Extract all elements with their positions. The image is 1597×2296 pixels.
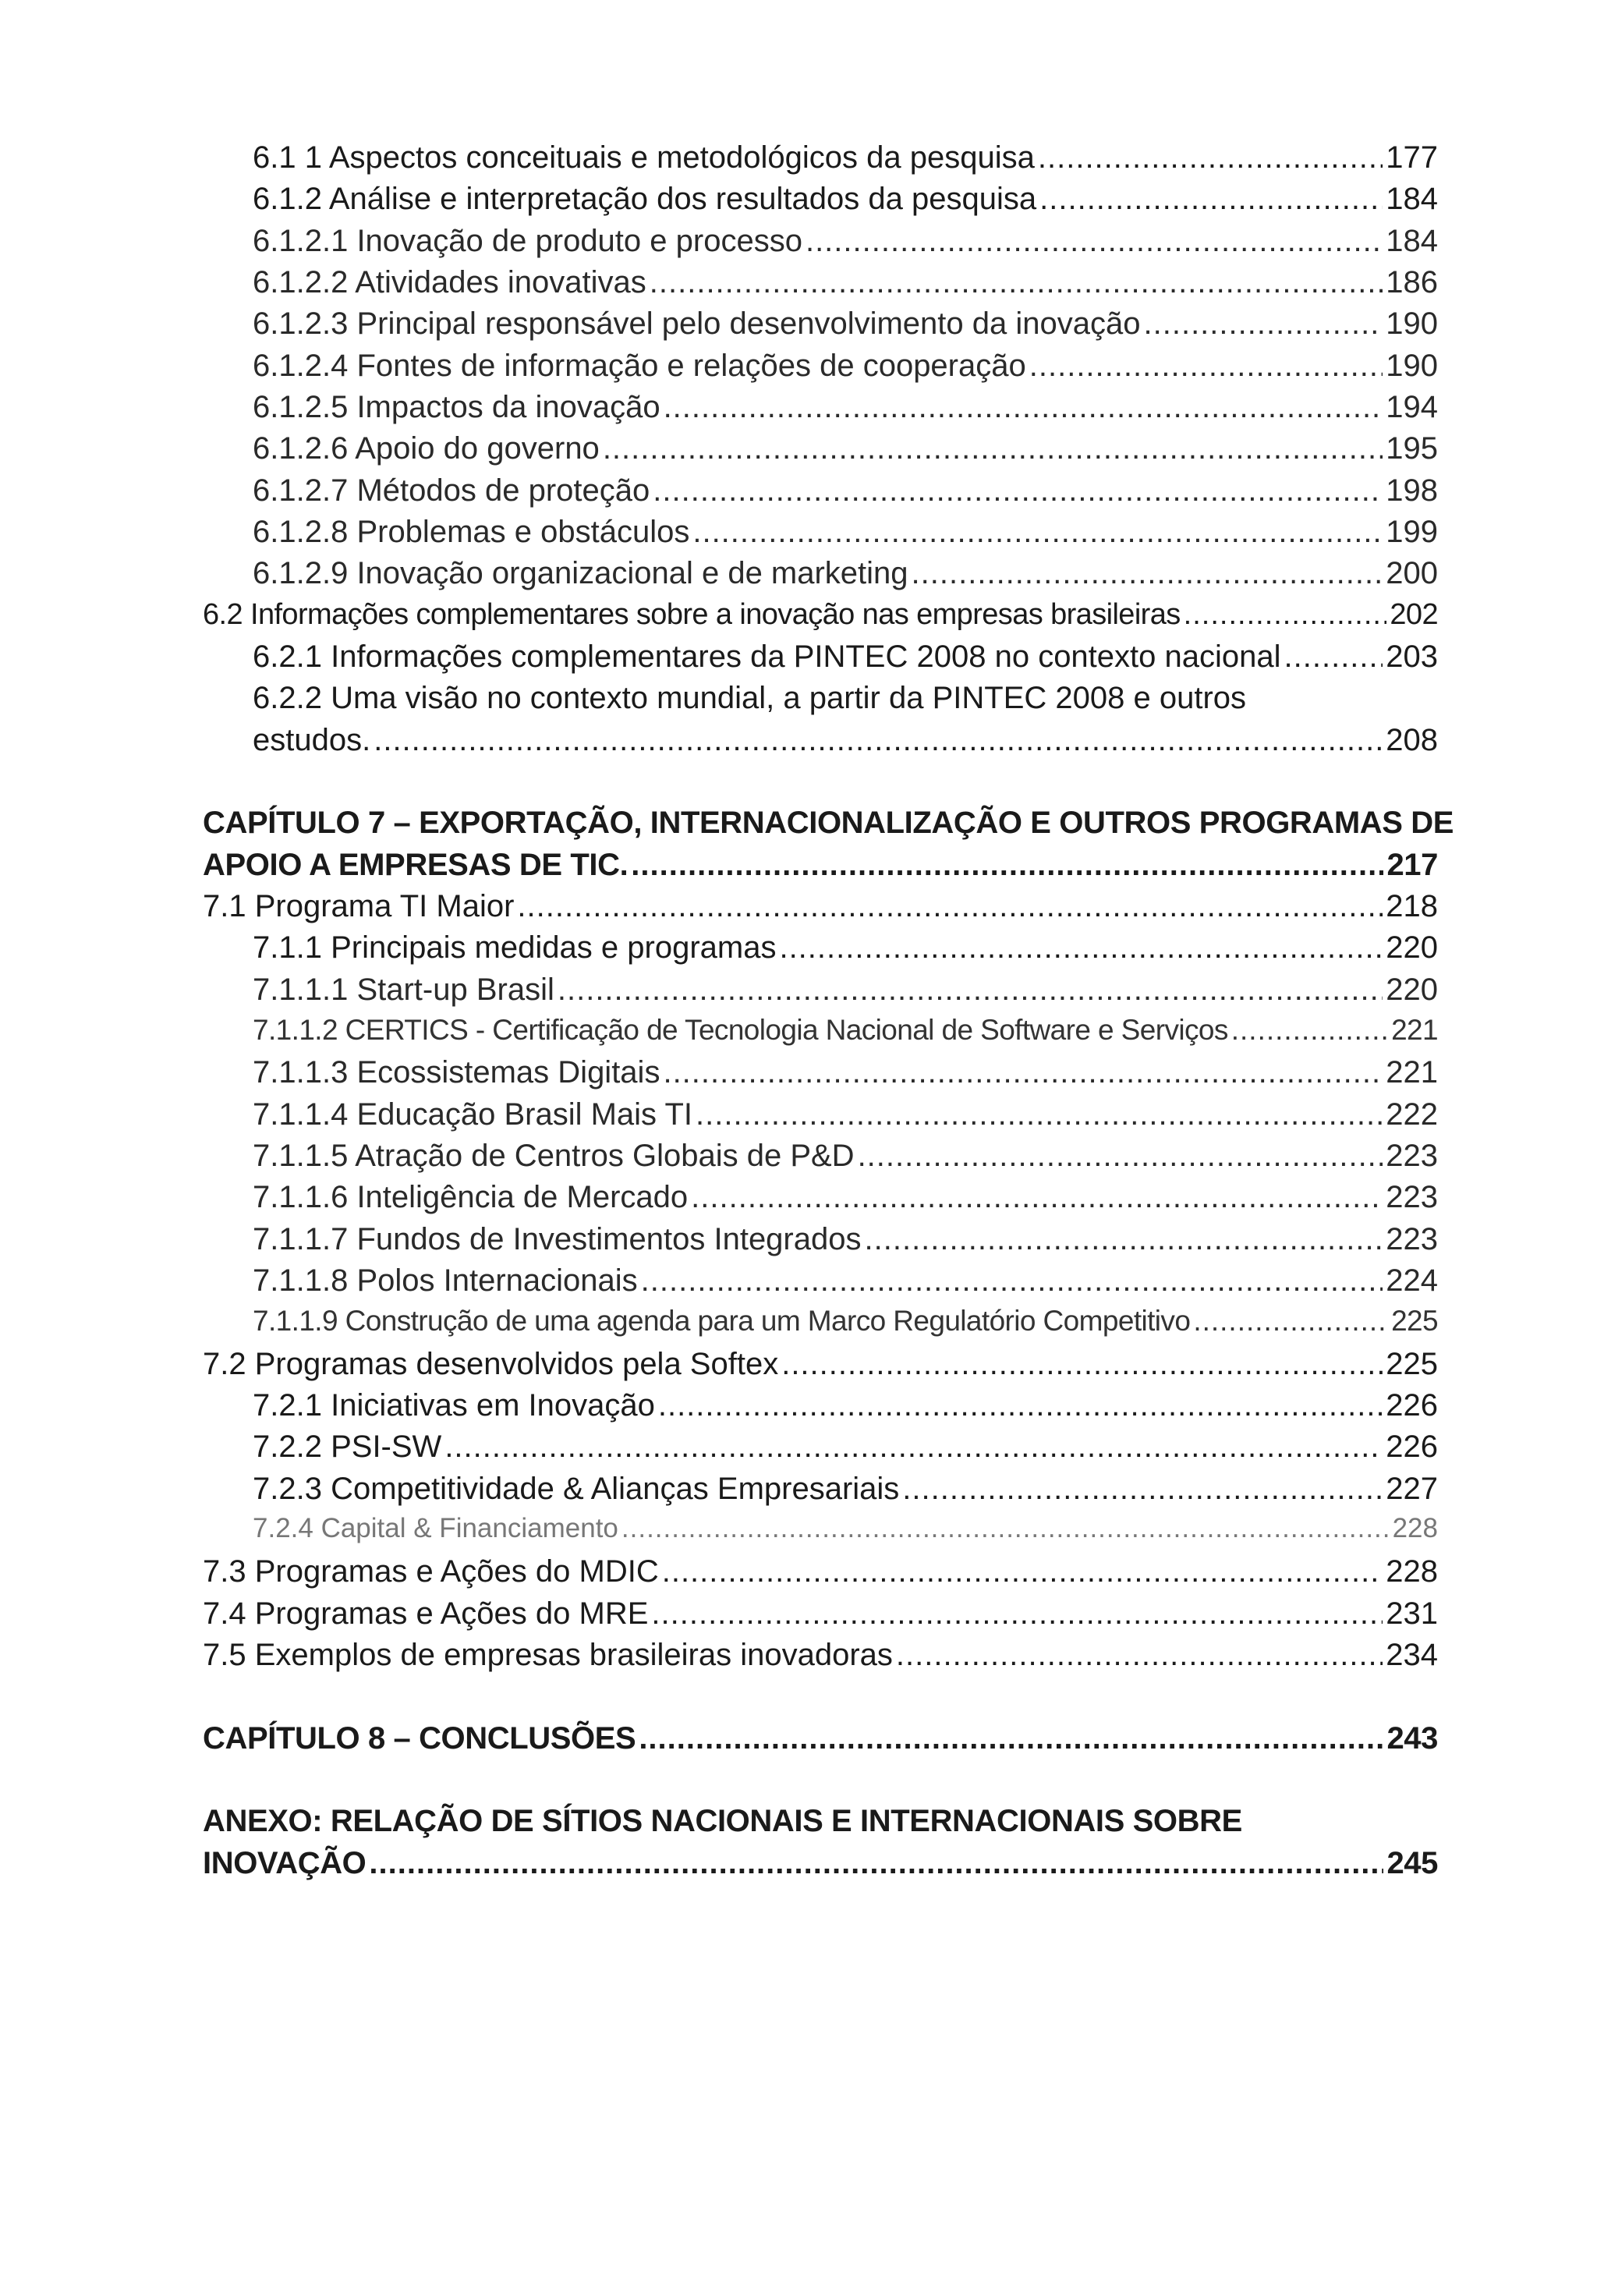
toc-leader-dots <box>696 1097 1383 1132</box>
toc-entry-page: 223 <box>1386 1180 1438 1214</box>
toc-entry-page: 231 <box>1386 1596 1438 1631</box>
toc-leader-dots <box>517 889 1383 924</box>
toc-entry <box>203 1638 1438 1673</box>
toc-entry-title: 7.1.1.7 Fundos de Investimentos Integrados <box>253 1222 862 1256</box>
toc-entry-title: 7.1.1.9 Construção de uma agenda para um Marco Regulatório Competitivo <box>253 1305 1191 1337</box>
toc-entry-page: 177 <box>1386 140 1438 175</box>
toc-entry-title: 7.1.1.1 Start-up Brasil <box>253 973 554 1007</box>
toc-entry <box>253 140 1438 175</box>
toc-entry <box>253 973 1438 1008</box>
toc-leader-dots <box>1231 1014 1388 1047</box>
toc-entry-page: 224 <box>1386 1263 1438 1298</box>
toc-entry-page: 200 <box>1386 556 1438 590</box>
toc-entry <box>253 1513 1438 1544</box>
toc-entry <box>203 598 1438 632</box>
toc-entry-page: 202 <box>1390 598 1438 631</box>
toc-leader-dots <box>603 431 1383 466</box>
toc-entry-title: 6.1.2.5 Impactos da inovação <box>253 390 660 424</box>
toc-entry-title: 7.1.1 Principais medidas e programas <box>253 930 777 965</box>
toc-entry-title: 7.5 Exemplos de empresas brasileiras inovadoras <box>203 1638 893 1672</box>
toc-entry-page: 190 <box>1386 306 1438 341</box>
toc-entry-title: CAPÍTULO 8 – CONCLUSÕES <box>203 1721 636 1756</box>
toc-entry-page: 228 <box>1386 1554 1438 1589</box>
toc-entry-page: 194 <box>1386 390 1438 424</box>
toc-entry-title: ANEXO: RELAÇÃO DE SÍTIOS NACIONAIS E INTERNACIONAIS SOBRE <box>203 1804 1242 1838</box>
toc-entry-page: 234 <box>1386 1638 1438 1672</box>
toc-entry-title: 7.3 Programas e Ações do MDIC <box>203 1554 659 1589</box>
toc-entry-title: 6.1.2 Análise e interpretação dos resultados da pesquisa <box>253 182 1037 216</box>
toc-entry-title: 6.1.2.9 Inovação organizacional e de marketing <box>253 556 908 590</box>
toc-entry-title: 6.2.2 Uma visão no contexto mundial, a partir da PINTEC 2008 e outros <box>253 681 1247 715</box>
toc-leader-dots <box>664 390 1383 425</box>
toc-entry-page: 218 <box>1386 889 1438 923</box>
toc-leader-dots <box>658 1388 1383 1423</box>
toc-entry <box>253 681 1438 716</box>
toc-entry-page: 203 <box>1386 640 1438 674</box>
toc-entry-page: 225 <box>1386 1347 1438 1381</box>
toc-entry-title: 6.1.2.4 Fontes de informação e relações de cooperação <box>253 349 1026 383</box>
toc-entry-title: 7.1 Programa TI Maior <box>203 889 515 923</box>
toc-leader-dots <box>692 515 1383 550</box>
toc-chapter-heading <box>203 1804 1438 1839</box>
toc-leader-dots <box>641 1263 1383 1299</box>
toc-entry <box>253 1055 1438 1090</box>
toc-leader-dots <box>663 1055 1383 1090</box>
toc-chapter-heading <box>203 848 1438 883</box>
toc-entry <box>253 1263 1438 1299</box>
toc-entry-page: 184 <box>1386 224 1438 258</box>
toc-entry-page: 208 <box>1386 723 1438 757</box>
toc-entry-page: 227 <box>1386 1472 1438 1506</box>
toc-entry-page: 184 <box>1386 182 1438 216</box>
toc-chapter-heading <box>203 1846 1438 1881</box>
toc-leader-dots <box>653 473 1383 508</box>
toc-entry <box>253 349 1438 384</box>
toc-entry-page: 228 <box>1392 1513 1438 1543</box>
toc-entry-title: 6.2 Informações complementares sobre a inovação nas empresas brasileiras <box>203 598 1181 631</box>
toc-leader-dots <box>1193 1305 1388 1338</box>
toc-entry-title: 6.2.1 Informações complementares da PINTEC 2008 no contexto nacional <box>253 640 1281 674</box>
toc-leader-dots <box>1029 349 1383 384</box>
toc-entry <box>253 930 1438 966</box>
toc-leader-dots <box>444 1430 1383 1465</box>
toc-entry <box>253 1388 1438 1423</box>
toc-leader-dots <box>865 1222 1383 1257</box>
toc-entry-title: 7.1.1.4 Educação Brasil Mais TI <box>253 1097 692 1132</box>
toc-entry <box>253 1014 1438 1047</box>
toc-leader-dots <box>558 973 1383 1008</box>
toc-leader-dots <box>650 265 1383 300</box>
toc-leader-dots <box>621 1513 1390 1544</box>
toc-entry <box>253 556 1438 591</box>
toc-leader-dots <box>858 1139 1383 1174</box>
toc-entry-title: 7.1.1.6 Inteligência de Mercado <box>253 1180 689 1214</box>
toc-entry-page: 220 <box>1386 973 1438 1007</box>
toc-entry-title: 6.1.2.3 Principal responsável pelo desenvolvimento da inovação <box>253 306 1141 341</box>
toc-entry-page: 221 <box>1391 1014 1438 1046</box>
toc-entry-title: 7.2.4 Capital & Financiamento <box>253 1513 618 1543</box>
toc-entry <box>253 1097 1438 1132</box>
toc-entry-page: 186 <box>1386 265 1438 299</box>
toc-entry <box>253 473 1438 508</box>
toc-entry-page: 217 <box>1386 848 1438 882</box>
toc-entry <box>253 1139 1438 1174</box>
toc-entry-title: 6.1 1 Aspectos conceituais e metodológicos da pesquisa <box>253 140 1035 175</box>
toc-entry <box>253 1222 1438 1257</box>
toc-entry-page: 220 <box>1386 930 1438 965</box>
toc-leader-dots <box>912 556 1383 591</box>
toc-entry-title: 7.2 Programas desenvolvidos pela Softex <box>203 1347 779 1381</box>
toc-entry <box>253 1180 1438 1215</box>
toc-chapter-heading <box>203 806 1454 841</box>
toc-entry-title: 6.1.2.7 Métodos de proteção <box>253 473 650 508</box>
toc-entry <box>253 723 1438 758</box>
toc-entry-title: APOIO A EMPRESAS DE TIC. <box>203 848 629 882</box>
toc-entry-title: 6.1.2.1 Inovação de produto e processo <box>253 224 802 258</box>
toc-entry <box>253 1430 1438 1465</box>
toc-leader-dots <box>902 1472 1383 1507</box>
toc-entry-page: 198 <box>1386 473 1438 508</box>
toc-entry-title: 7.1.1.2 CERTICS - Certificação de Tecnologia Nacional de Software e Serviços <box>253 1014 1228 1046</box>
toc-entry-title: 6.1.2.8 Problemas e obstáculos <box>253 515 690 549</box>
toc-entry-title: 7.1.1.3 Ecossistemas Digitais <box>253 1055 660 1090</box>
toc-leader-dots <box>1039 182 1383 217</box>
toc-entry-title: 7.2.2 PSI-SW <box>253 1430 442 1464</box>
toc-entry-page: 245 <box>1386 1846 1438 1880</box>
toc-leader-dots <box>631 848 1383 883</box>
toc-entry-page: 226 <box>1386 1430 1438 1464</box>
toc-leader-dots <box>781 1347 1383 1382</box>
toc-entry <box>203 1554 1438 1589</box>
toc-leader-dots <box>651 1596 1383 1632</box>
toc-entry-page: 199 <box>1386 515 1438 549</box>
toc-entry-page: 223 <box>1386 1139 1438 1173</box>
toc-leader-dots <box>779 930 1383 966</box>
toc-entry-title: 7.1.1.8 Polos Internacionais <box>253 1263 638 1298</box>
toc-entry-title: 7.1.1.5 Atração de Centros Globais de P&D <box>253 1139 855 1173</box>
toc-entry <box>253 265 1438 300</box>
toc-entry-title: CAPÍTULO 7 – EXPORTAÇÃO, INTERNACIONALIZAÇÃO E OUTROS PROGRAMAS DE <box>203 806 1454 840</box>
toc-entry-page: 223 <box>1386 1222 1438 1256</box>
toc-leader-dots <box>1144 306 1383 342</box>
toc-entry-page: 243 <box>1386 1721 1438 1756</box>
toc-entry-title: 6.1.2.6 Apoio do governo <box>253 431 600 466</box>
toc-leader-dots <box>691 1180 1383 1215</box>
toc-entry-page: 222 <box>1386 1097 1438 1132</box>
toc-entry-page: 221 <box>1386 1055 1438 1090</box>
toc-chapter-heading <box>203 1721 1438 1756</box>
toc-leader-dots <box>374 723 1383 758</box>
toc-leader-dots <box>369 1846 1383 1881</box>
toc-entry <box>253 224 1438 259</box>
toc-leader-dots <box>662 1554 1383 1589</box>
toc-entry <box>253 182 1438 217</box>
toc-entry <box>253 515 1438 550</box>
toc-entry-page: 226 <box>1386 1388 1438 1423</box>
toc-entry <box>203 1347 1438 1382</box>
toc-entry-page: 195 <box>1386 431 1438 466</box>
toc-leader-dots <box>806 224 1383 259</box>
toc-entry <box>253 431 1438 466</box>
toc-entry <box>253 306 1438 342</box>
toc-leader-dots <box>1038 140 1383 175</box>
toc-entry-title: 6.1.2.2 Atividades inovativas <box>253 265 646 299</box>
toc-entry <box>203 889 1438 924</box>
toc-entry <box>253 640 1438 675</box>
toc-entry <box>253 1472 1438 1507</box>
toc-entry <box>253 390 1438 425</box>
toc-entry-title: 7.2.1 Iniciativas em Inovação <box>253 1388 655 1423</box>
toc-entry-title: 7.4 Programas e Ações do MRE <box>203 1596 649 1631</box>
toc-entry-page: 225 <box>1391 1305 1438 1337</box>
toc-entry-title: estudos. <box>253 723 371 757</box>
toc-leader-dots <box>1184 598 1387 632</box>
toc-leader-dots <box>896 1638 1383 1673</box>
toc-entry <box>253 1305 1438 1338</box>
toc-entry <box>203 1596 1438 1632</box>
toc-entry-page: 190 <box>1386 349 1438 383</box>
toc-entry-title: INOVAÇÃO <box>203 1846 366 1880</box>
toc-entry-title: 7.2.3 Competitividade & Alianças Empresariais <box>253 1472 900 1506</box>
toc-leader-dots <box>639 1721 1383 1756</box>
toc-leader-dots <box>1284 640 1383 675</box>
